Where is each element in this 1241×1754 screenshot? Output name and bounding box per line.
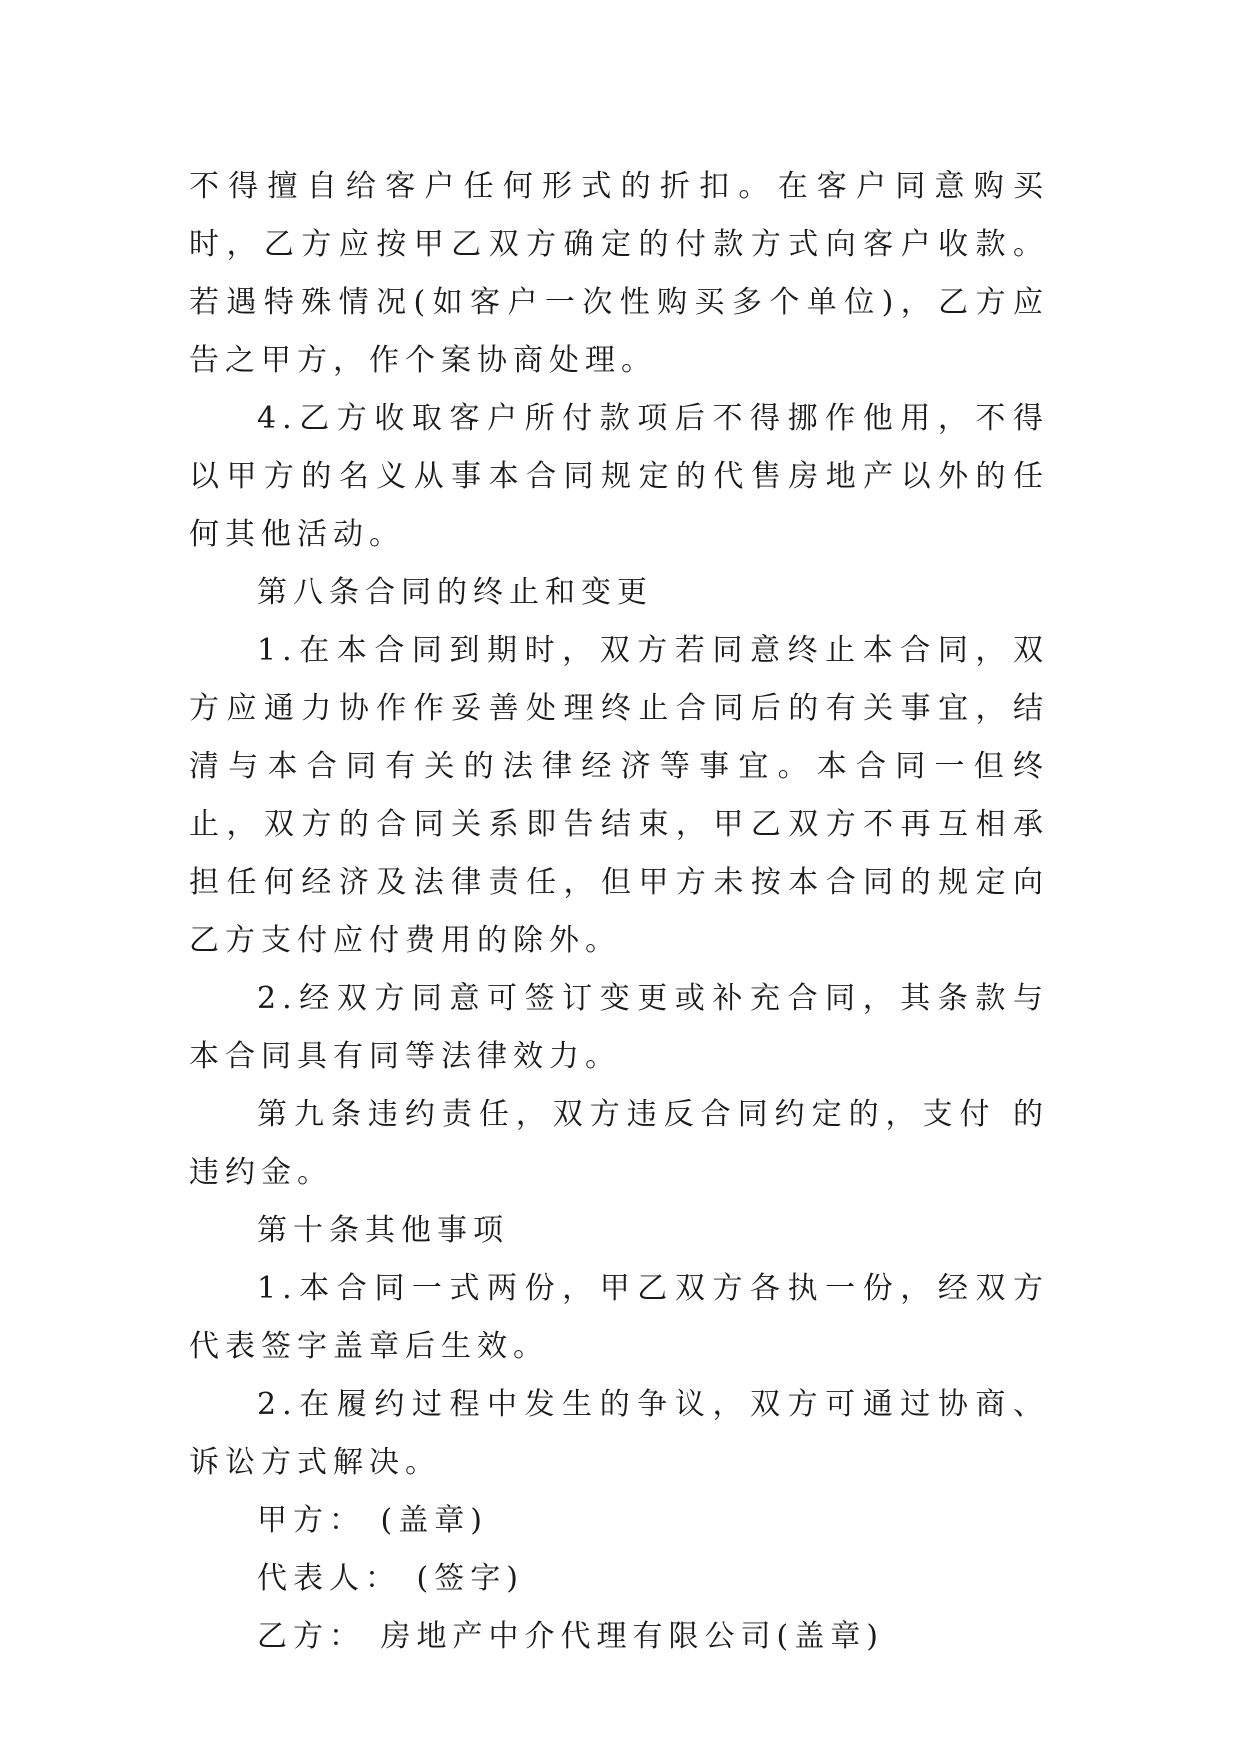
document-body <box>189 158 1049 1666</box>
paragraph-art10-item-2: 2.在履约过程中发生的争议，双方可通过协商、诉讼方式解决。 <box>189 1387 1049 1480</box>
paragraph-art8-item-1: 1.在本合同到期时，双方若同意终止本合同，双方应通力协作作妥善处理终止合同后的有关事宜，结清与本合同有关的法律经济等事宜。本合同一但终止，双方的合同关系即告结束，甲乙双方不再互相承担任何经济及法律责任，但甲方未按本合同的规定向乙方支付应付费用的除外。 <box>189 633 1049 958</box>
signature-party-a: 甲方： (盖章) <box>257 1503 488 1538</box>
signature-representative: 代表人： (签字) <box>257 1561 524 1596</box>
article-8-heading: 第八条合同的终止和变更 <box>257 575 653 610</box>
paragraph-art10-item-1: 1.本合同一式两份，甲乙双方各执一份，经双方代表签字盖章后生效。 <box>189 1271 1049 1364</box>
signature-party-b: 乙方： 房地产中介代理有限公司(盖章) <box>257 1619 884 1654</box>
article-10-heading: 第十条其他事项 <box>257 1213 509 1248</box>
paragraph-continued: 不得擅自给客户任何形式的折扣。在客户同意购买时，乙方应按甲乙双方确定的付款方式向客户收款。若遇特殊情况(如客户一次性购买多个单位)，乙方应告之甲方，作个案协商处理。 <box>189 169 1049 378</box>
article-9-text: 第九条违约责任，双方违反合同约定的，支付 的违约金。 <box>189 1097 1049 1190</box>
paragraph-art8-item-2: 2.经双方同意可签订变更或补充合同，其条款与本合同具有同等法律效力。 <box>189 981 1049 1074</box>
paragraph-item-4: 4.乙方收取客户所付款项后不得挪作他用，不得以甲方的名义从事本合同规定的代售房地产以外的任何其他活动。 <box>189 401 1049 552</box>
